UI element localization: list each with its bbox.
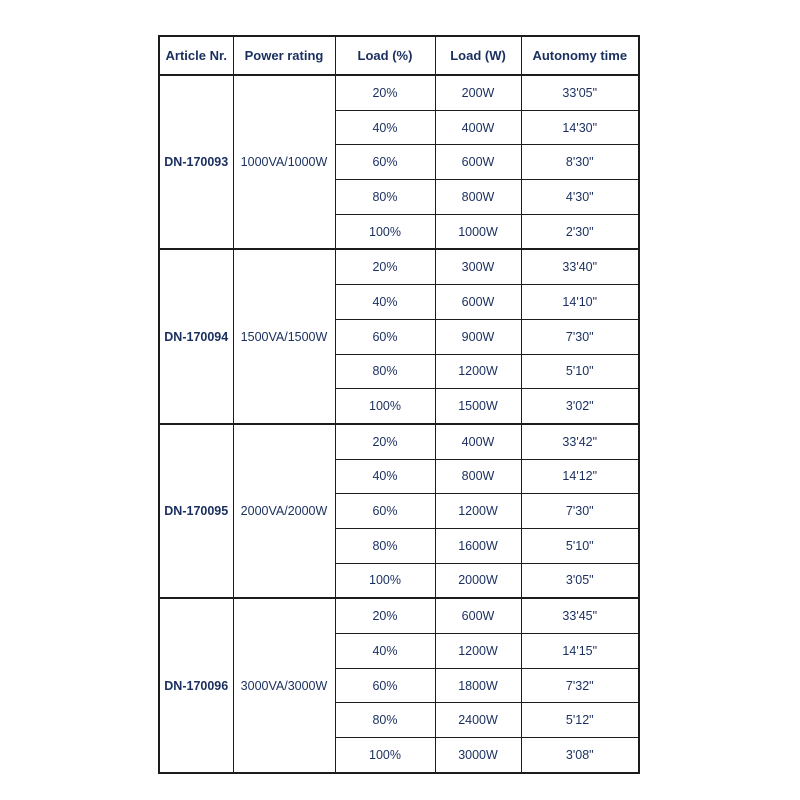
load-watts: 200W [435,75,521,110]
article-number: DN-170096 [159,598,233,772]
autonomy-time: 4'30" [521,180,639,215]
table-header-row [159,36,639,75]
table-row [159,75,639,110]
autonomy-time: 2'30" [521,214,639,249]
load-percent: 60% [335,319,435,354]
load-percent: 40% [335,634,435,669]
autonomy-time: 7'30" [521,319,639,354]
autonomy-time: 3'05" [521,563,639,598]
power-rating: 2000VA/2000W [233,424,335,598]
autonomy-time: 8'30" [521,145,639,180]
load-percent: 20% [335,424,435,459]
header-article: Article Nr. [159,36,233,75]
load-watts: 1200W [435,634,521,669]
article-number: DN-170094 [159,249,233,423]
load-percent: 100% [335,563,435,598]
load-percent: 80% [335,528,435,563]
autonomy-time: 14'30" [521,110,639,145]
load-watts: 800W [435,459,521,494]
autonomy-time: 14'12" [521,459,639,494]
table-row [159,424,639,459]
load-percent: 20% [335,249,435,284]
article-number: DN-170095 [159,424,233,598]
power-rating: 1000VA/1000W [233,75,335,249]
load-watts: 400W [435,110,521,145]
autonomy-time: 33'40" [521,249,639,284]
autonomy-time: 33'05" [521,75,639,110]
load-percent: 60% [335,494,435,529]
load-watts: 800W [435,180,521,215]
load-percent: 20% [335,75,435,110]
load-watts: 1200W [435,354,521,389]
autonomy-time: 33'42" [521,424,639,459]
load-watts: 900W [435,319,521,354]
autonomy-table [158,35,640,774]
load-percent: 20% [335,598,435,633]
load-watts: 1200W [435,494,521,529]
header-power-rating: Power rating [233,36,335,75]
load-watts: 600W [435,145,521,180]
autonomy-time: 7'30" [521,494,639,529]
table-row [159,598,639,633]
load-percent: 100% [335,738,435,773]
autonomy-time: 5'12" [521,703,639,738]
load-watts: 1000W [435,214,521,249]
header-load-watts: Load (W) [435,36,521,75]
header-autonomy-time: Autonomy time [521,36,639,75]
load-percent: 40% [335,110,435,145]
autonomy-time: 5'10" [521,528,639,563]
load-watts: 1500W [435,389,521,424]
table-body [159,75,639,773]
autonomy-time: 33'45" [521,598,639,633]
autonomy-time: 7'32" [521,668,639,703]
autonomy-time: 3'08" [521,738,639,773]
autonomy-time: 14'15" [521,634,639,669]
autonomy-time: 3'02" [521,389,639,424]
header-load-percent: Load (%) [335,36,435,75]
power-rating: 1500VA/1500W [233,249,335,423]
autonomy-time: 14'10" [521,285,639,320]
load-watts: 400W [435,424,521,459]
load-percent: 80% [335,354,435,389]
load-percent: 100% [335,389,435,424]
load-percent: 40% [335,285,435,320]
table-row [159,249,639,284]
load-watts: 2400W [435,703,521,738]
autonomy-table-container [158,35,640,774]
article-number: DN-170093 [159,75,233,249]
load-watts: 3000W [435,738,521,773]
load-watts: 300W [435,249,521,284]
load-watts: 600W [435,598,521,633]
load-watts: 2000W [435,563,521,598]
load-watts: 1800W [435,668,521,703]
load-percent: 100% [335,214,435,249]
load-watts: 1600W [435,528,521,563]
load-percent: 80% [335,180,435,215]
load-watts: 600W [435,285,521,320]
load-percent: 80% [335,703,435,738]
autonomy-time: 5'10" [521,354,639,389]
power-rating: 3000VA/3000W [233,598,335,772]
load-percent: 60% [335,145,435,180]
load-percent: 60% [335,668,435,703]
load-percent: 40% [335,459,435,494]
